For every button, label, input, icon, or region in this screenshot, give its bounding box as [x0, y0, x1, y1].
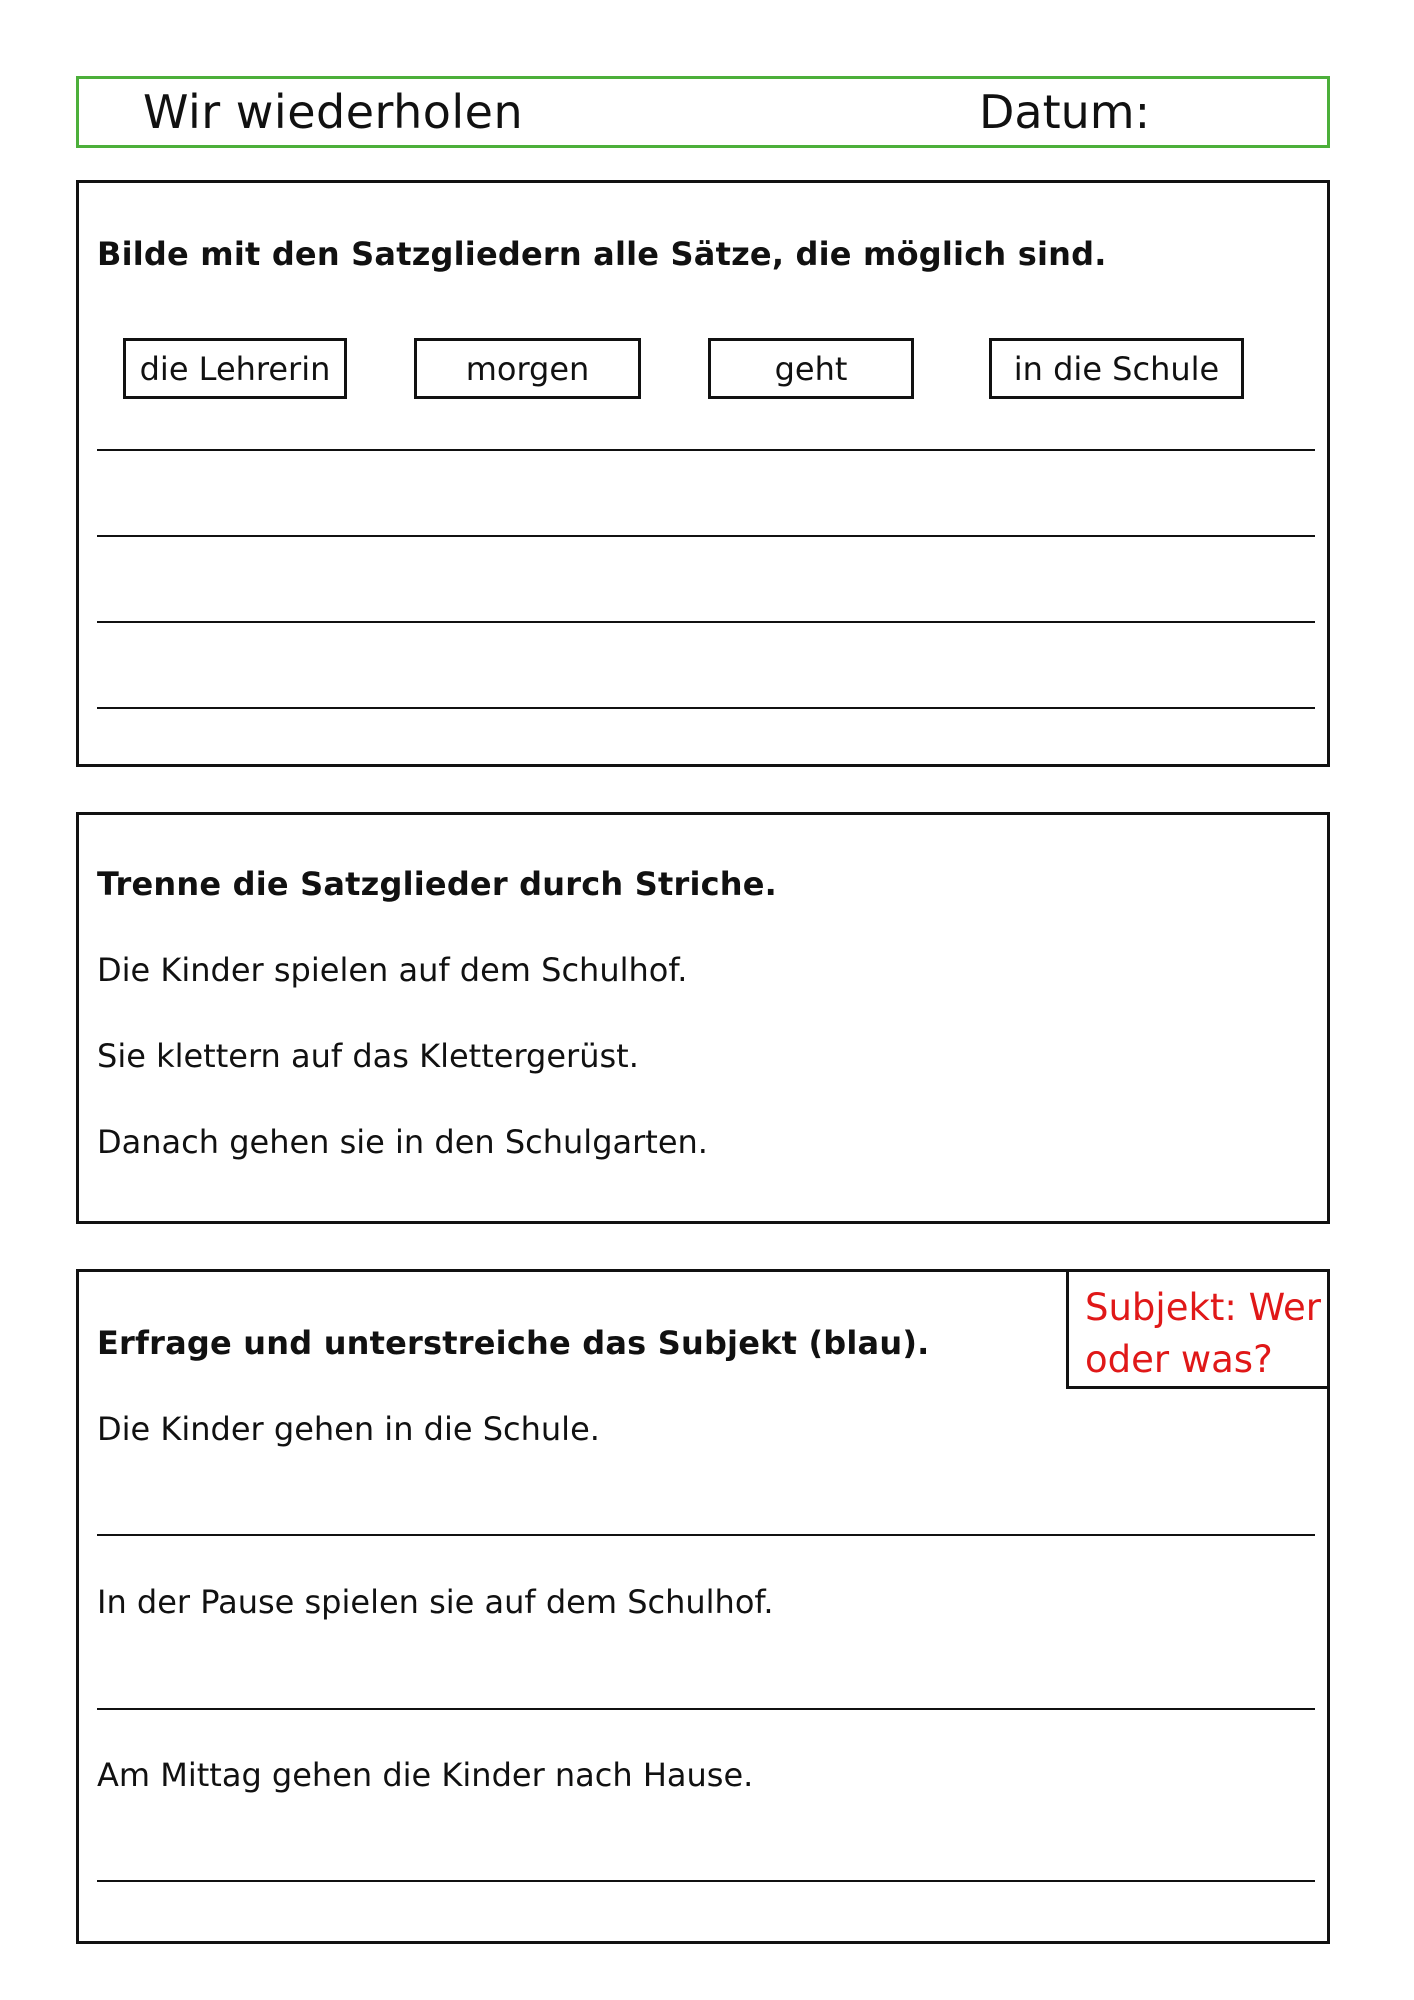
writing-line[interactable]: [97, 449, 1315, 451]
task-box-separate-parts: [76, 812, 1330, 1224]
date-label: Datum:: [979, 85, 1151, 139]
chip-in-die-schule: in die Schule: [989, 338, 1244, 399]
task3-sentence-3: Am Mittag gehen die Kinder nach Hause.: [97, 1756, 754, 1794]
task3-sentence-2: In der Pause spielen sie auf dem Schulhof.: [97, 1583, 774, 1621]
chip-morgen: morgen: [414, 338, 641, 399]
task2-sentence-3: Danach gehen sie in den Schulgarten.: [97, 1123, 708, 1161]
task2-sentence-2: Sie klettern auf das Klettergerüst.: [97, 1037, 639, 1075]
writing-line[interactable]: [97, 707, 1315, 709]
task3-instruction: Erfrage und unterstreiche das Subjekt (blau).: [97, 1324, 930, 1362]
task2-instruction: Trenne die Satzglieder durch Striche.: [97, 865, 778, 903]
task-box-subject: [76, 1269, 1330, 1944]
page-title: Wir wiederholen: [143, 85, 524, 139]
writing-line[interactable]: [97, 621, 1315, 623]
task1-instruction: Bilde mit den Satzgliedern alle Sätze, die möglich sind.: [97, 235, 1107, 273]
task-box-sentence-building: [76, 180, 1330, 767]
writing-line[interactable]: [97, 1534, 1315, 1536]
writing-line[interactable]: [97, 1708, 1315, 1710]
writing-line[interactable]: [97, 1880, 1315, 1882]
chip-geht: geht: [708, 338, 914, 399]
chip-die-lehrerin: die Lehrerin: [123, 338, 347, 399]
subject-hint-box: Subjekt: Wer oder was?: [1066, 1269, 1330, 1389]
header-box: [76, 76, 1330, 148]
writing-line[interactable]: [97, 535, 1315, 537]
task3-sentence-1: Die Kinder gehen in die Schule.: [97, 1410, 600, 1448]
task2-sentence-1: Die Kinder spielen auf dem Schulhof.: [97, 951, 688, 989]
